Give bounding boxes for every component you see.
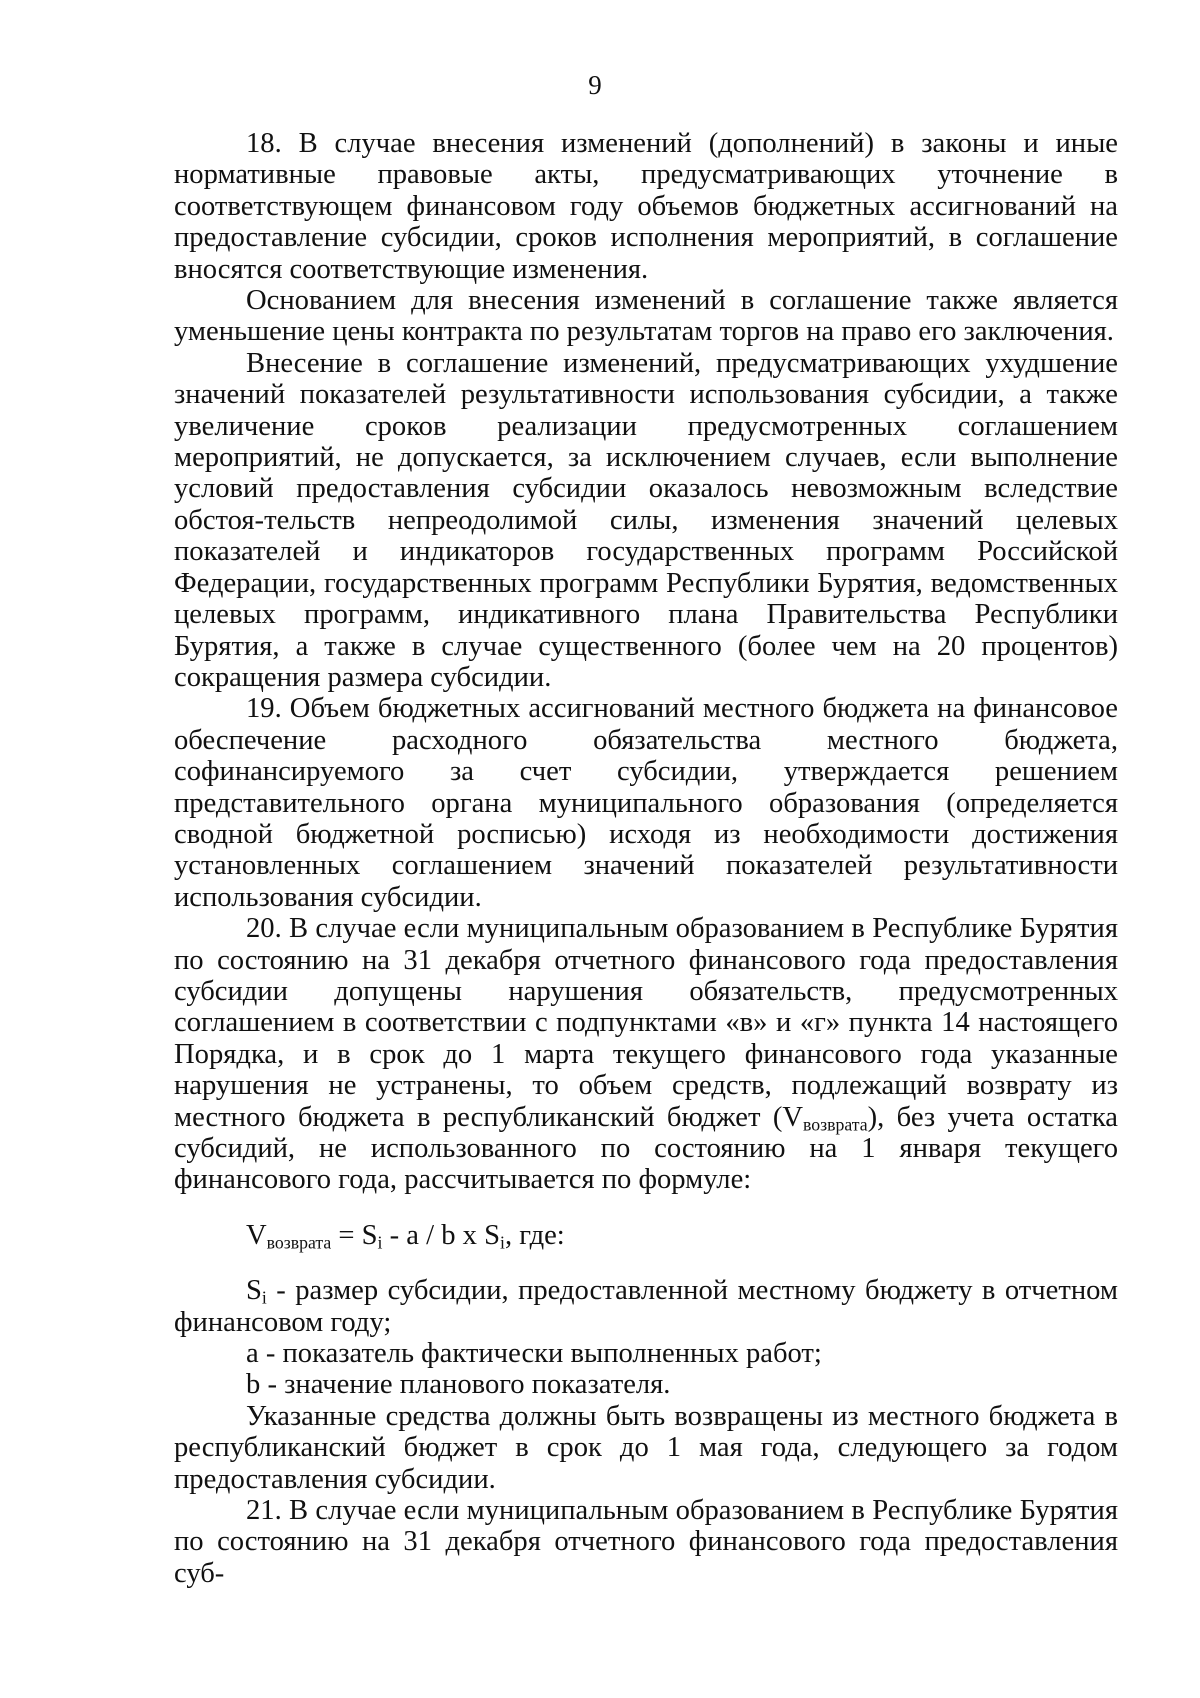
definition-si <box>174 1275 1118 1338</box>
formula-mid: - a / b x S <box>382 1219 501 1251</box>
document-body <box>174 128 1118 1589</box>
formula-equals-s: = S <box>331 1219 378 1251</box>
return-formula <box>174 1220 1118 1251</box>
definition-si-text: - размер субсидии, предоставленной местному бюджету в отчетном финансовом году; <box>174 1275 1118 1338</box>
definition-a: a - показатель фактически выполненных работ; <box>246 1338 822 1370</box>
paragraph-20-repayment: Указанные средства должны быть возвращены из местного бюджета в республиканский бюджет в срок до 1 мая года, следующего за годом предоставления субсидии. <box>174 1400 1118 1495</box>
formula-v: V <box>246 1219 267 1251</box>
definition-si-subscript: i <box>261 1287 267 1308</box>
formula-s2-subscript: i <box>500 1232 505 1253</box>
paragraph-20 <box>174 913 1118 1196</box>
paragraph-18: 18. В случае внесения изменений (дополнений) в законы и иные нормативные правовые акты, предусматривающих уточнение в соответствующем финансовом году объемов бюджетных ассигнований на предоставление субсидии, сроков исполнения мероприятий, в соглашение вносятся соответствующие изменения. <box>174 128 1118 285</box>
paragraph-20-subscript: возврата <box>803 1114 868 1135</box>
paragraph-19: 19. Объем бюджетных ассигнований местного бюджета на финансовое обеспечение расходного обязательства местного бюджета, софинансируемого за счет субсидии, утверждается решением представительного органа муниципального образования (определяется сводной бюджетной росписью) исходя из необходимости достижения установленных соглашением значений показателей результативности использования субсидии. <box>174 693 1118 913</box>
paragraph-18-restrictions: Внесение в соглашение изменений, предусматривающих ухудшение значений показателей результативности использования субсидии, а также увеличение сроков реализации предусмотренных соглашением мероприятий, не допускается, за исключением случаев, если выполнение условий предоставления субсидии оказалось невозможным вследствие обстоя-тельств непреодолимой силы, изменения значений целевых показателей и индикаторов государственных программ Российской Федерации, государственных программ Республики Бурятия, ведомственных целевых программ, индикативного плана Правительства Республики Бурятия, а также в случае существенного (более чем на 20 процентов) сокращения размера субсидии. <box>174 347 1118 693</box>
paragraph-18-basis: Основанием для внесения изменений в соглашение также является уменьшение цены контракта по результатам торгов на право его заключения. <box>174 285 1118 348</box>
formula-s1-subscript: i <box>377 1232 383 1253</box>
formula-v-subscript: возврата <box>266 1232 332 1253</box>
page-number: 9 <box>588 70 602 100</box>
formula-tail: , где: <box>504 1219 565 1251</box>
paragraph-21: 21. В случае если муниципальным образованием в Республике Бурятия по состоянию на 31 декабря отчетного финансового года предоставления суб- <box>174 1495 1118 1589</box>
definition-si-symbol: S <box>246 1275 262 1307</box>
paragraph-20-text-after: ), без учета остатка субсидий, не использованного по состоянию на 1 января текущего финансового года, рассчитывается по формуле: <box>174 1101 1118 1196</box>
definition-b: b - значение планового показателя. <box>246 1369 671 1401</box>
paragraph-20-text-before: 20. В случае если муниципальным образованием в Республике Бурятия по состоянию на 31 декабря отчетного финансового года предоставления субсидии допущены нарушения обязательств, предусмотренных соглашением в соответствии с подпунктами «в» и «г» пункта 14 настоящего Порядка, и в срок до 1 марта текущего финансового года указанные нарушения не устранены, то объем средств, подлежащий возврату из местного бюджета в республиканский бюджет (V <box>174 913 1118 1133</box>
